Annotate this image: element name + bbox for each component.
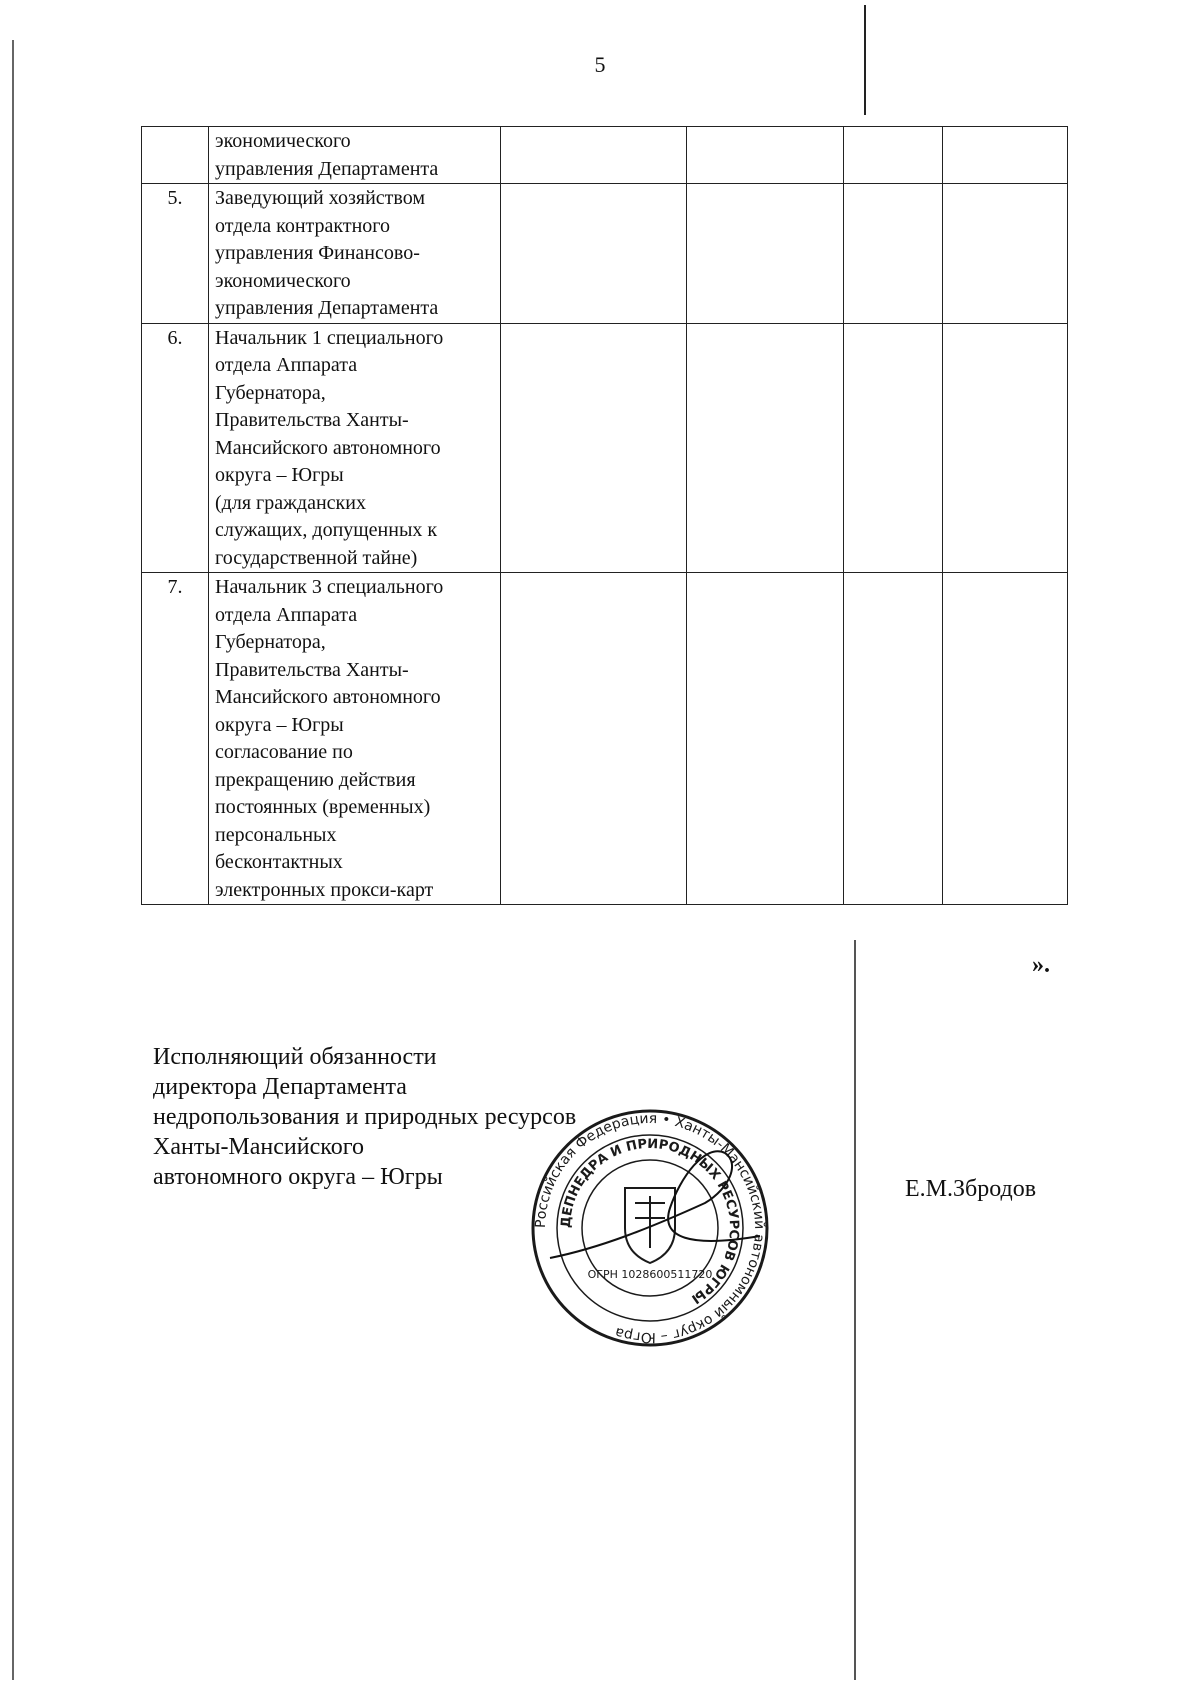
empty-cell — [943, 323, 1068, 573]
position-title-line: Правительства Ханты- — [215, 658, 409, 681]
official-stamp — [530, 1108, 770, 1348]
scan-artifact-line-bottom — [854, 940, 856, 1680]
position-title-line: Губернатора, — [215, 631, 326, 653]
position-title-line: служащих, допущенных к — [215, 519, 438, 541]
position-title-line: Губернатора, — [215, 381, 326, 404]
empty-cell — [501, 127, 687, 184]
empty-cell — [687, 184, 844, 324]
row-number: 5. — [142, 184, 209, 324]
signer-name: Е.М.Збродов — [905, 1176, 1037, 1202]
position-title-line: (для гражданских — [215, 491, 366, 514]
approval-table — [141, 126, 1068, 905]
position-title-line: Мансийского автономного — [215, 436, 441, 459]
stamp-ogrn: ОГРН 1028600511720 — [587, 1268, 713, 1281]
empty-cell — [501, 184, 687, 324]
position-title-line: экономического — [215, 269, 351, 292]
table-row — [142, 323, 1068, 573]
position-title-line: отдела Аппарата — [215, 354, 358, 376]
position-title-line: Начальник 3 специального — [215, 576, 444, 598]
empty-cell — [844, 127, 943, 184]
signature-line: автономного округа – Югры — [153, 1164, 443, 1190]
position-title-line: персональных — [215, 823, 337, 846]
empty-cell — [943, 127, 1068, 184]
position-title-line: управления Департамента — [215, 157, 439, 180]
scan-artifact-line-top — [864, 5, 866, 115]
position-title-line: постоянных (временных) — [215, 796, 431, 818]
table-row — [142, 127, 1068, 184]
row-number: 7. — [142, 573, 209, 905]
position-title-line: бесконтактных — [215, 851, 343, 873]
stamp-inner-text: ДЕПНЕДРА И ПРИРОДНЫХ РЕСУРСОВ ЮГРЫ — [558, 1136, 742, 1307]
position-title-line: электронных прокси-карт — [215, 878, 434, 901]
position-title-line: управления Финансово- — [215, 242, 420, 264]
signature-block — [153, 1042, 576, 1192]
position-title-line: отдела контрактного — [215, 214, 390, 237]
table-row — [142, 573, 1068, 905]
scan-artifact-line-left — [12, 40, 14, 1680]
position-title — [209, 323, 501, 573]
position-title — [209, 573, 501, 905]
position-title-line: округа – Югры — [215, 713, 344, 736]
stamp-outer-text: Российская Федерация • Ханты-Мансийский автономный округ – Югра — [532, 1110, 768, 1346]
position-title — [209, 184, 501, 324]
position-title-line: управления Департамента — [215, 297, 439, 319]
position-title-line: прекращению действия — [215, 768, 416, 791]
empty-cell — [687, 127, 844, 184]
signature-line: недропользования и природных ресурсов — [153, 1104, 577, 1130]
position-title-line: Правительства Ханты- — [215, 409, 409, 431]
position-title — [209, 127, 501, 184]
position-title-line: государственной тайне) — [215, 546, 418, 569]
coat-of-arms-icon — [625, 1188, 675, 1263]
signature-line: директора Департамента — [153, 1074, 407, 1100]
table-row — [142, 184, 1068, 324]
position-title-line: Начальник 1 специального — [215, 326, 444, 349]
page-number: 5 — [594, 52, 606, 77]
signature-line: Ханты-Мансийского — [153, 1134, 364, 1160]
empty-cell — [687, 323, 844, 573]
empty-cell — [501, 323, 687, 573]
position-title-line: Заведующий хозяйством — [215, 187, 425, 209]
position-title-line: согласование по — [215, 741, 353, 763]
empty-cell — [687, 573, 844, 905]
empty-cell — [844, 184, 943, 324]
position-title-line: Мансийского автономного — [215, 686, 441, 708]
empty-cell — [943, 184, 1068, 324]
signature-line: Исполняющий обязанности — [153, 1044, 437, 1070]
position-title-line: экономического — [215, 130, 351, 152]
empty-cell — [844, 323, 943, 573]
empty-cell — [844, 573, 943, 905]
closing-quote: ». — [1032, 952, 1050, 978]
position-title-line: отдела Аппарата — [215, 603, 358, 626]
empty-cell — [501, 573, 687, 905]
row-number: 6. — [142, 323, 209, 573]
row-number — [142, 127, 209, 184]
position-title-line: округа – Югры — [215, 464, 344, 486]
empty-cell — [943, 573, 1068, 905]
